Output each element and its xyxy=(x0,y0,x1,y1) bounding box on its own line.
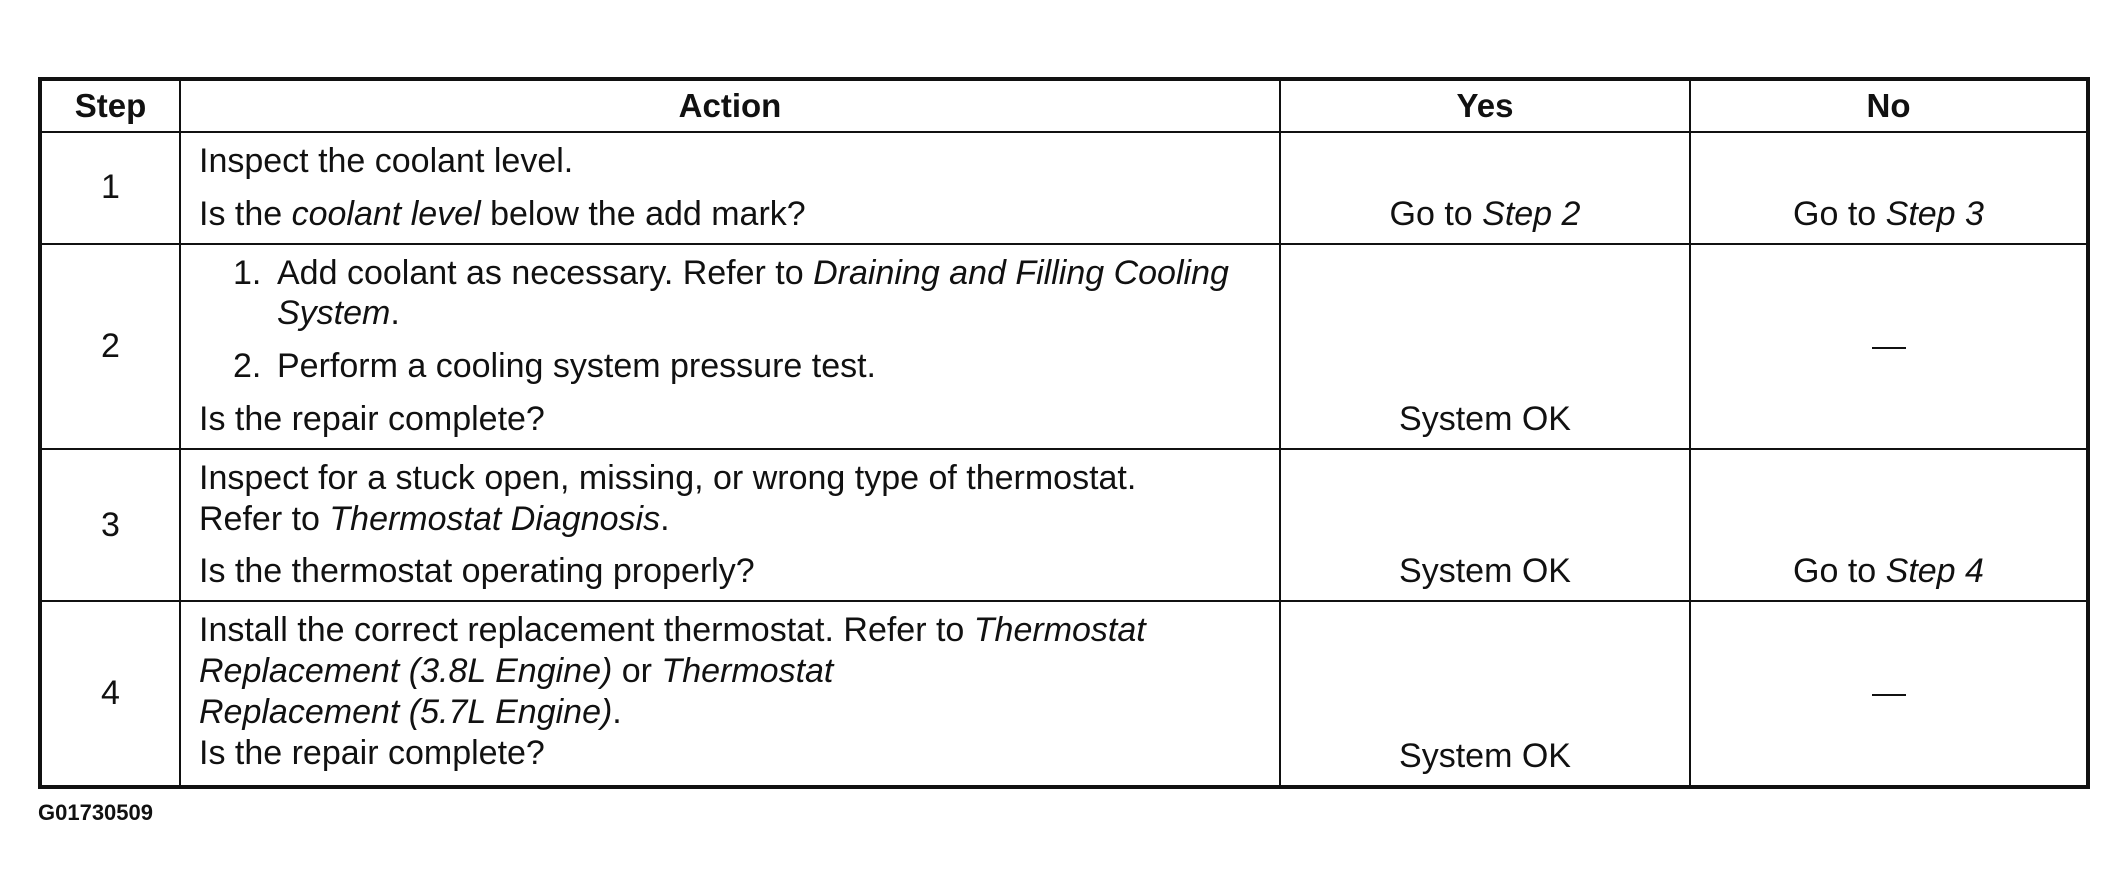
em-dash-icon xyxy=(1872,694,1906,696)
action-list-item xyxy=(199,346,1261,387)
yes-result: System OK xyxy=(1280,244,1690,449)
action-list-item xyxy=(199,253,1261,335)
action-question xyxy=(199,194,1261,235)
yes-result: System OK xyxy=(1280,449,1690,601)
action-text xyxy=(199,610,1261,651)
header-yes: Yes xyxy=(1280,79,1690,132)
no-result xyxy=(1690,601,2088,787)
header-no: No xyxy=(1690,79,2088,132)
action-text: Install the correct replacement thermostat. Refer to xyxy=(199,611,974,650)
step-number: 4 xyxy=(40,601,180,787)
header-row xyxy=(40,79,2088,132)
procedure-reference: Replacement (5.7L Engine) xyxy=(199,692,613,731)
procedure-reference: Draining and Filling Cooling System xyxy=(277,253,1229,333)
action-text: . xyxy=(660,499,670,538)
step-number: 1 xyxy=(40,132,180,244)
table-row xyxy=(40,244,2088,449)
procedure-reference: Thermostat Diagnosis xyxy=(329,499,661,538)
action-cell xyxy=(180,132,1280,244)
list-text xyxy=(277,253,1261,335)
list-number: 2. xyxy=(233,347,262,386)
question-text: Is the xyxy=(199,194,292,233)
yes-result: System OK xyxy=(1280,601,1690,787)
procedure-reference: Replacement (3.8L Engine) xyxy=(199,651,613,690)
action-text: Inspect for a stuck open, missing, or wrong type of thermostat. xyxy=(199,458,1137,497)
list-text: Perform a cooling system pressure test. xyxy=(277,347,877,386)
step-number: 2 xyxy=(40,244,180,449)
no-result xyxy=(1690,449,2088,601)
action-text xyxy=(199,651,1261,692)
step-reference: Step 2 xyxy=(1482,194,1581,233)
procedure-reference: Thermostat xyxy=(973,611,1146,650)
table-row xyxy=(40,132,2088,244)
result-text: Go to xyxy=(1389,194,1483,233)
action-text: . xyxy=(612,692,622,731)
action-cell xyxy=(180,449,1280,601)
question-text: below the add mark? xyxy=(480,194,806,233)
yes-result xyxy=(1280,132,1690,244)
action-text: Add coolant as necessary. Refer to xyxy=(277,253,814,292)
procedure-reference: Thermostat xyxy=(661,651,834,690)
step-reference: Step 4 xyxy=(1885,552,1984,591)
no-result xyxy=(1690,132,2088,244)
table-row xyxy=(40,449,2088,601)
list-number: 1. xyxy=(233,253,262,292)
action-text: Inspect the coolant level. xyxy=(199,142,574,180)
table-row xyxy=(40,601,2088,787)
em-dash-icon xyxy=(1872,347,1906,349)
header-action: Action xyxy=(180,79,1280,132)
diagnostic-table xyxy=(38,77,2090,789)
action-question: Is the thermostat operating properly? xyxy=(199,552,755,591)
result-text: Go to xyxy=(1793,194,1886,233)
action-text: or xyxy=(612,651,662,690)
figure-id: G01730509 xyxy=(38,800,153,825)
header-step: Step xyxy=(40,79,180,132)
question-emphasis: coolant level xyxy=(291,194,481,233)
action-text: . xyxy=(390,294,400,333)
action-cell xyxy=(180,244,1280,449)
step-number: 3 xyxy=(40,449,180,601)
result-text: Go to xyxy=(1793,552,1886,591)
no-result xyxy=(1690,244,2088,449)
action-text xyxy=(199,499,1261,540)
action-cell xyxy=(180,601,1280,787)
action-text xyxy=(199,692,1261,733)
action-text: Refer to xyxy=(199,499,330,538)
step-reference: Step 3 xyxy=(1885,194,1984,233)
action-question: Is the repair complete? xyxy=(199,733,545,772)
action-question: Is the repair complete? xyxy=(199,399,545,438)
